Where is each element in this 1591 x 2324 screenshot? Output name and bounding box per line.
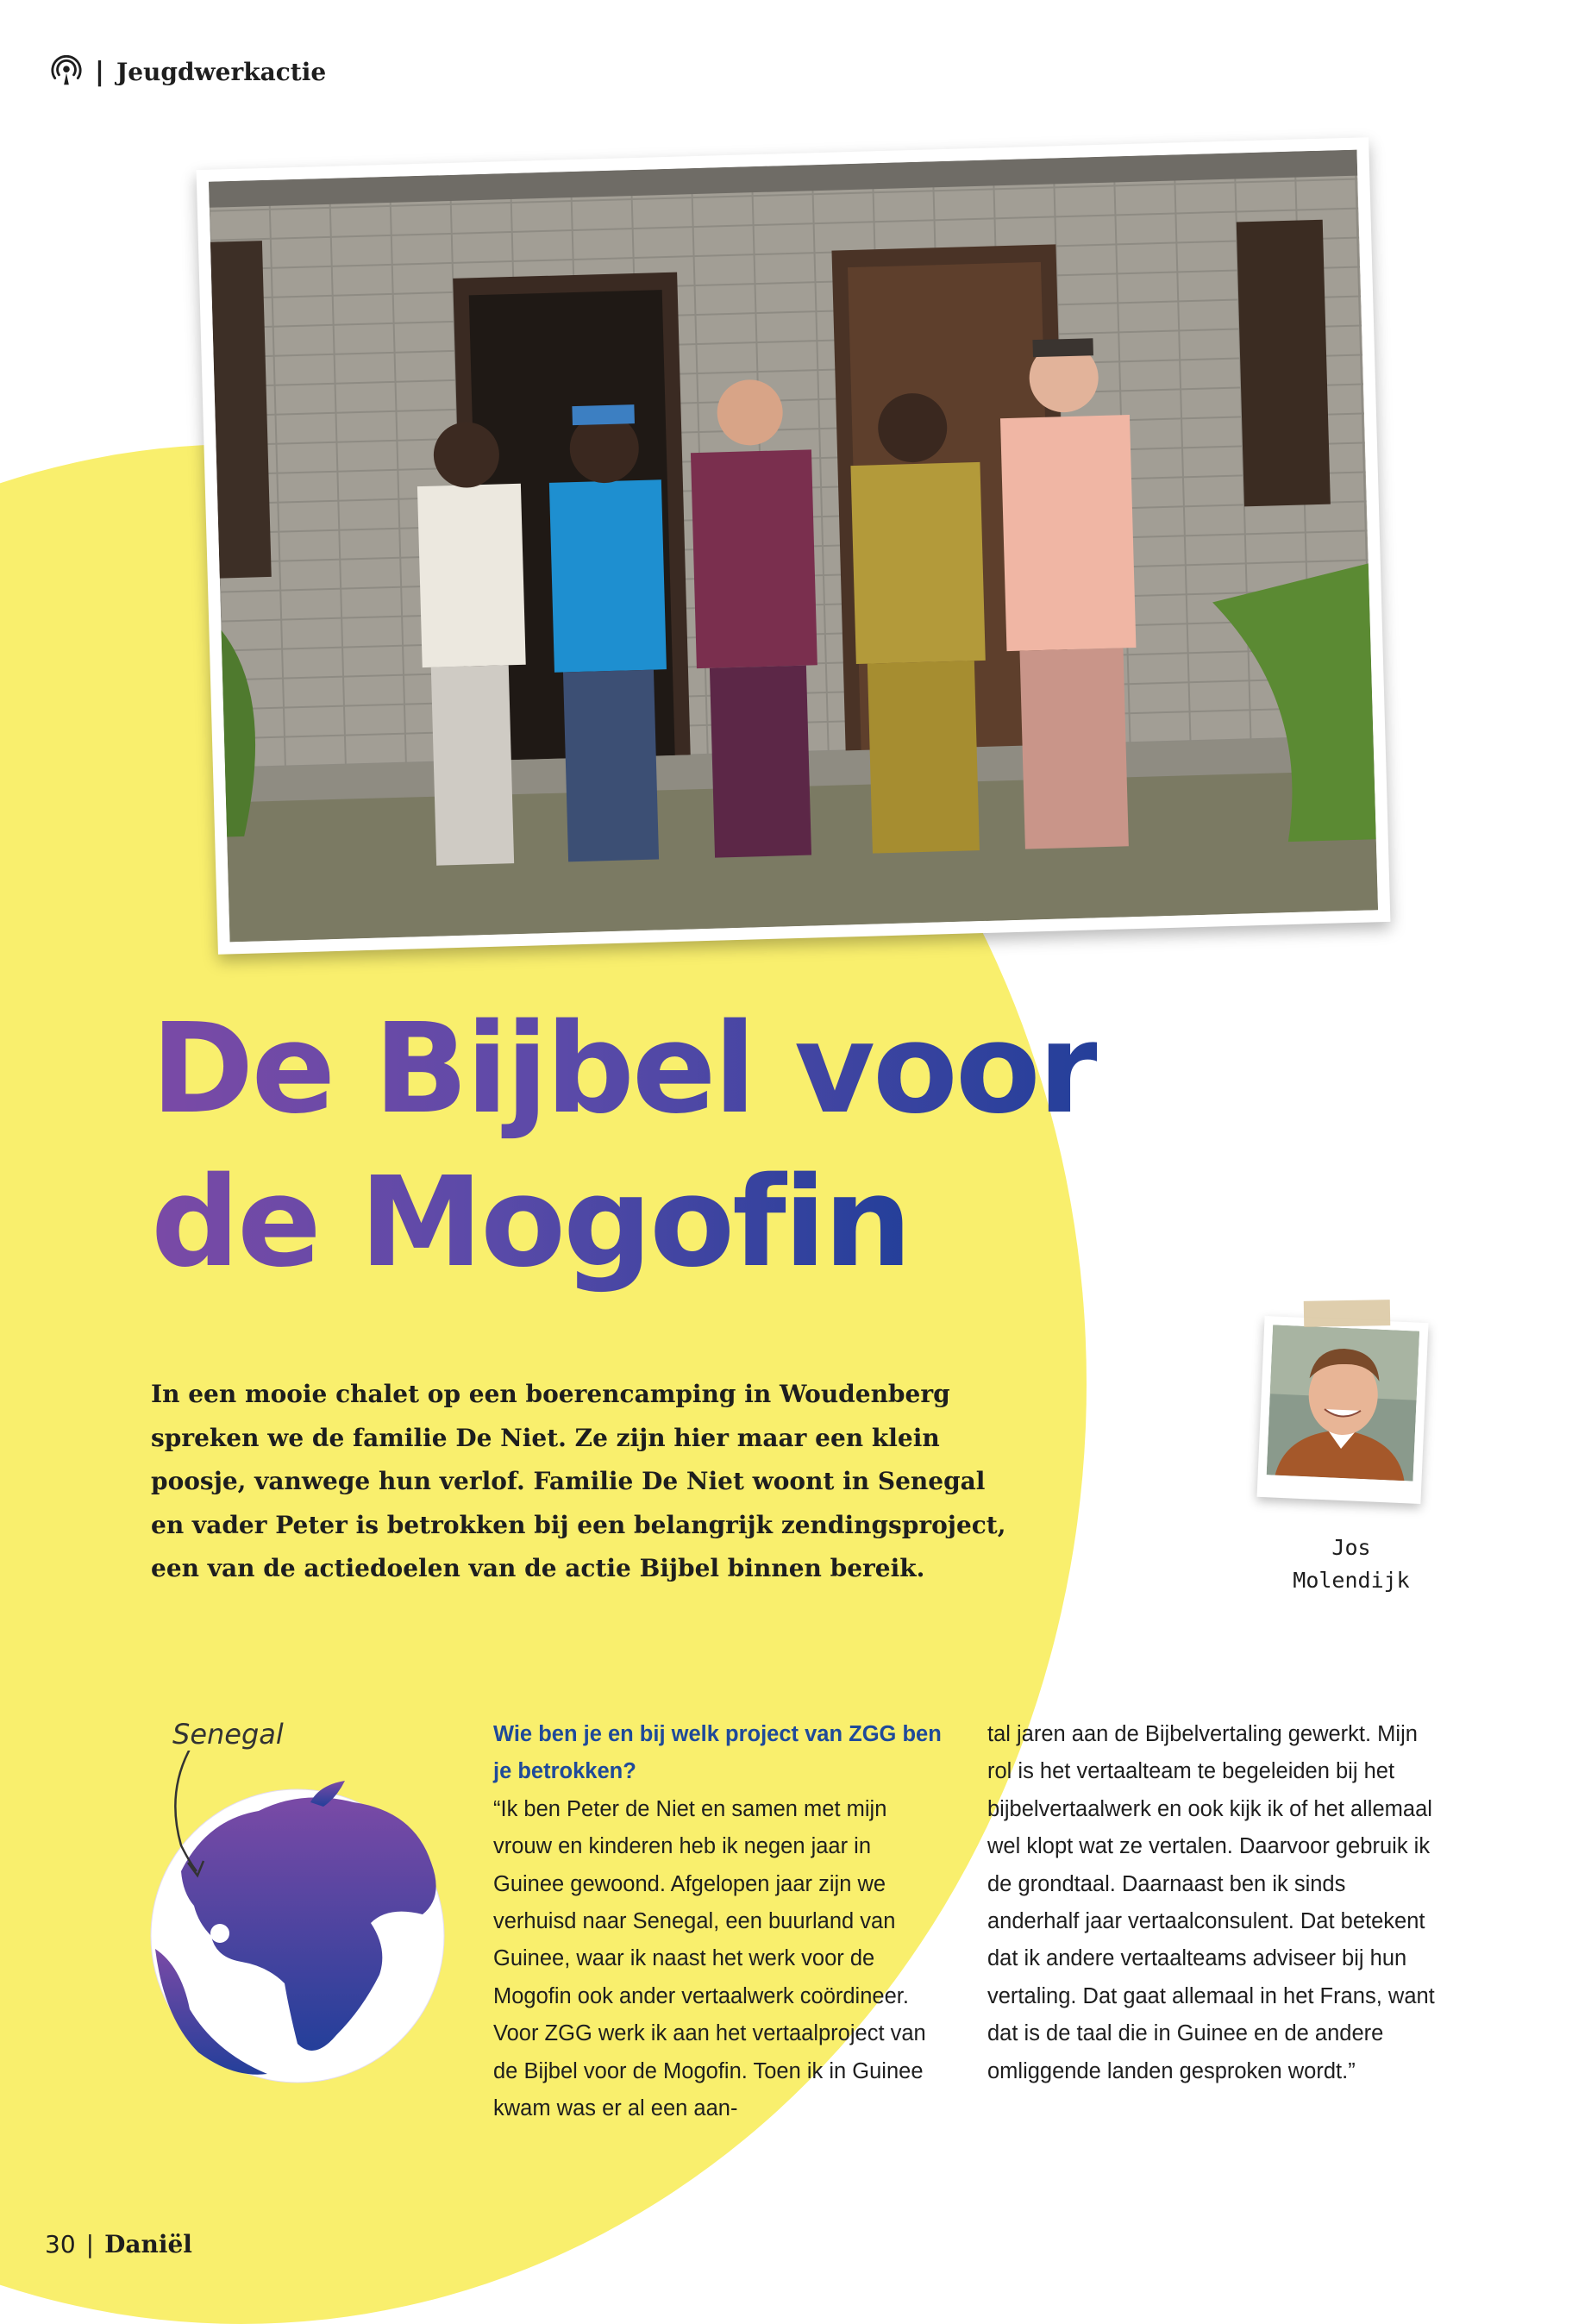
author-portrait-image <box>1267 1325 1419 1481</box>
text-column-2 <box>987 1716 1436 2090</box>
author-first-name: Jos <box>1331 1535 1371 1560</box>
article-title <box>151 992 1444 1299</box>
title-line-2: de Mogofin <box>151 1145 910 1299</box>
interview-answer-part-1: “Ik ben Peter de Niet en samen met mijn vrouw en kinderen heb ik negen jaar in Guinee gewoond. Afgelopen jaar zijn we verhuisd naar Senegal, een buurland van Guinee, waar ik naast het werk voor de Mogofin ook ander vertaalwerk coördineer. Voor ZGG werk ik aan het vertaalproject van de Bijbel voor de Mogofin. Toen ik in Guinee kwam was er al een aan- <box>493 1796 926 2121</box>
interview-answer-part-2: tal jaren aan de Bijbelvertaling gewerkt. Mijn rol is het vertaalteam te begeleiden bij het bijbelvertaalwerk en ook kijk ik of het allemaal wel klopt wat ze vertalen. Daarvoor gebruik ik de grondtaal. Daarnaast ben ik sinds anderhalf jaar vertaalconsulent. Dat betekent dat ik andere vertaalteams adviseer bij hun vertaling. Dat gaat allemaal in het Frans, want dat is de taal die in Guinee en de andere omliggende landen gesproken wordt.” <box>987 1722 1435 2083</box>
title-line-1: De Bijbel voor <box>151 992 1097 1145</box>
text-column-1 <box>493 1716 942 2127</box>
author-name <box>1252 1532 1450 1597</box>
author-photo <box>1257 1316 1429 1504</box>
section-label: Jeugdwerkactie <box>116 57 327 86</box>
group-photo-image <box>209 150 1378 943</box>
author-last-name: Molendijk <box>1293 1568 1410 1593</box>
page-header <box>50 55 326 88</box>
header-separator: | <box>95 56 104 87</box>
globe-illustration <box>129 1751 466 2095</box>
magazine-name: Daniël <box>104 2230 192 2258</box>
intro-paragraph: In een mooie chalet op een boerencamping in Woudenberg spreken we de familie De Niet. Ze zijn hier maar een klein poosje, vanwege hun verlof. Familie De Niet woont in Senegal en vader Peter is betrokken bij een belangrijk zendingsproject, een van de actiedoelen van de actie Bijbel binnen bereik. <box>151 1380 1006 1582</box>
page-number: 30 <box>45 2230 76 2258</box>
footer-separator: | <box>85 2230 95 2258</box>
interview-question: Wie ben je en bij welk project van ZGG ben je betrokken? <box>493 1722 942 1784</box>
page-footer <box>45 2230 192 2258</box>
tape-strip <box>1304 1300 1391 1327</box>
map-label: Senegal <box>172 1718 284 1751</box>
podcast-icon <box>50 55 83 88</box>
senegal-marker-icon <box>210 1924 229 1943</box>
main-photo <box>197 137 1391 955</box>
